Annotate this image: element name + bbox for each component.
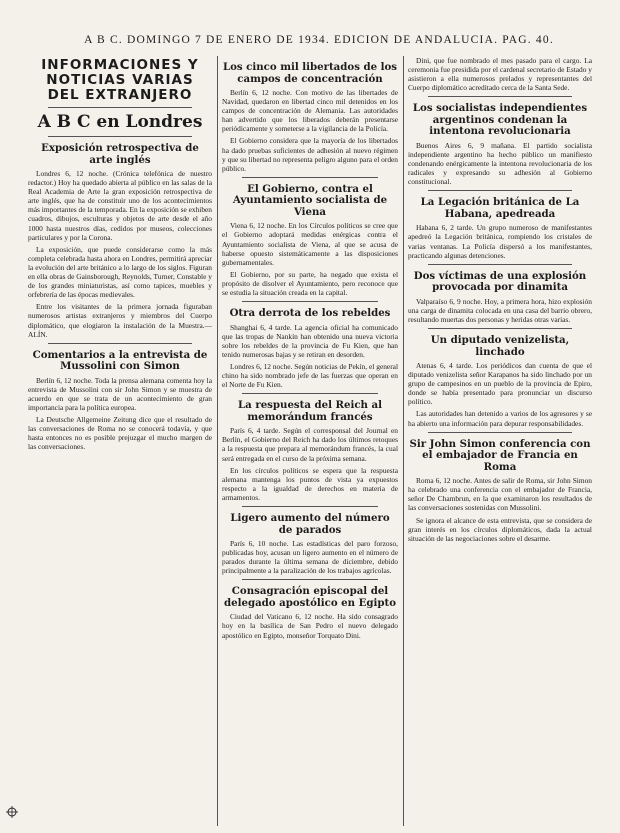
section-masthead: INFORMACIONES Y NOTICIAS VARIAS DEL EXTRANJERO: [41, 57, 199, 103]
column-rule: [403, 56, 404, 826]
article-paragraph: Ciudad del Vaticano 6, 12 noche. Ha sido consagrado hoy en la basílica de San Pedro el nuevo delegado apostólico en Egipto, monseñor Torquato Dini.: [222, 612, 398, 640]
article-paragraph: Habana 6, 2 tarde. Un grupo numeroso de manifestantes apedreó la Legación británica, rompiendo los cristales de varias ventanas. La Policía dispersó a los manifestantes, practicando algunas detenciones.: [408, 223, 592, 260]
divider: [242, 301, 378, 302]
divider: [48, 107, 192, 108]
divider: [48, 136, 192, 137]
divider: [428, 96, 572, 97]
divider: [428, 264, 572, 265]
column-3: [408, 56, 592, 826]
article-title: Los cinco mil libertados de los campos de concentración: [222, 61, 398, 85]
article-title: Otra derrota de los rebeldes: [229, 307, 391, 320]
column-1: [28, 56, 212, 826]
article-paragraph: Londres 6, 12 noche. Según noticias de Pekín, el general chino ha sido nombrado jefe de las fuerzas que operan en el Norte de Fu Kien.: [222, 361, 398, 390]
article-paragraph: Dini, que fue nombrado el mes pasado para el cargo. La ceremonia fue presidida por el cardenal secretario de Estado y asistieron a ella numerosos prelados y representantes del Cuerpo diplomático acreditado cerca de la Santa Sede.: [408, 56, 592, 93]
article-paragraph: La exposición, que puede considerarse como la más completa celebrada hasta ahora en Londres, permitirá apreciar la evolución del arte británico a lo largo de los siglos. Figuran en ella obras de Gainsborough, Reynolds, Turner, Constable y de los grandes miniaturistas, así como tapices, muebles y orfebrería de las épocas medievales.: [28, 244, 212, 300]
divider: [242, 579, 378, 580]
article-paragraph: El Gobierno, por su parte, ha negado que exista el propósito de disolver el Ayuntamiento, pero reconoce que se estudia la situación creada en la capital.: [222, 269, 398, 297]
page-header: A B C. DOMINGO 7 DE ENERO DE 1934. EDICION DE ANDALUCIA. PAG. 40.: [84, 34, 554, 46]
article-paragraph: Berlín 6, 12 noche. Con motivo de las libertades de Navidad, quedaron en libertad cinco mil detenidos en los campos de concentración de Alemania. Las autoridades han advertido que los liberados deberán presentarse periódicamente y someterse a la vigilancia de la Policía.: [222, 88, 398, 134]
divider: [428, 190, 572, 191]
column-2: [222, 56, 398, 826]
article-paragraph: Shanghai 6, 4 tarde. La agencia oficial ha comunicado que las tropas de Nankín han obtenido una nueva victoria sobre los rebeldes de la provincia de Fu Kien, que han tenido numerosas bajas y se retiran en desorden.: [222, 322, 398, 359]
article-title: Exposición retrospectiva de arte inglés: [41, 142, 199, 166]
column-rule: [217, 56, 218, 826]
article-paragraph: En los círculos políticos se espera que la respuesta alemana mantenga los puntos de vista ya expuestos respecto a la igualdad de derechos en materia de armamentos.: [222, 465, 398, 502]
article-paragraph: El Gobierno considera que la mayoría de los libertados ha dado pruebas suficientes de adhesión al nuevo régimen y que su libertad no representa peligro alguno para el orden público.: [222, 136, 398, 173]
article-paragraph: Londres 6, 12 noche. (Crónica telefónica de nuestro redactor.) Hoy ha quedado abierta al público en las salas de la Real Academia de Arte la gran exposición retrospectiva de arte inglés, que ha de constituir uno de los acontecimientos más importantes de la temporada. En la exposición se exhiben cuadros, dibujos, esculturas y objetos de arte desde el año 1000 hasta nuestros días, cedidos por museos, colecciones particulares y por la Corona.: [28, 169, 212, 242]
article-title: La Legación británica de La Habana, apedreada: [420, 196, 580, 220]
divider: [48, 343, 192, 344]
divider: [428, 432, 572, 433]
article-paragraph: París 6, 4 tarde. Según el corresponsal del Journal en Berlín, el Gobierno del Reich ha dado los últimos retoques a la respuesta que prepara al memorándum francés, la cual será entregada en el curso de la próxima semana.: [222, 426, 398, 463]
article-title: Ligero aumento del número de parados: [230, 512, 390, 536]
article-paragraph: Buenos Aires 6, 9 mañana. El partido socialista independiente argentino ha hecho público un manifiesto condenando enérgicamente la intentona revolucionaria de los radicales y expresando su adhesión al Gobierno constitucional.: [408, 140, 592, 187]
article-paragraph: Atenas 6, 4 tarde. Los periódicos dan cuenta de que el diputado venizelista señor Karapanos ha sido linchado por un grupo de campesinos en un pueblo de la provincia de Epiro, donde se había presentado para pronunciar un discurso político.: [408, 361, 592, 407]
article-paragraph: Entre los visitantes de la primera jornada figuraban numerosos artistas extranjeros y miembros del Cuerpo diplomático, que elogiaron la instalación de la Muestra.—ALÍN.: [28, 302, 212, 339]
article-paragraph: La Deutsche Allgemeine Zeitung dice que el resultado de las conversaciones de Roma no se conocerá todavía, y que hasta entonces no es posible prejuzgar el mucho margen de las conversaciones.: [28, 415, 212, 452]
divider: [242, 393, 378, 394]
section-kicker: A B C en Londres: [37, 112, 203, 132]
article-title: Los socialistas independientes argentinos condenan la intentona revolucionaria: [412, 102, 588, 138]
article-title: Consagración episcopal del delegado apostólico en Egipto: [223, 585, 396, 609]
article-paragraph: Roma 6, 12 noche. Antes de salir de Roma, sir John Simon ha celebrado una conferencia con el embajador de Francia, señor De Chambrun, en la que examinaron los resultados de las conversaciones sostenidas con Mussolini.: [408, 476, 592, 513]
divider: [242, 506, 378, 507]
article-title: Comentarios a la entrevista de Mussolini con Simon: [32, 348, 208, 373]
divider: [428, 328, 572, 329]
article-title: Dos víctimas de una explosión provocada por dinamita: [413, 269, 587, 294]
article-title: El Gobierno, contra el Ayuntamiento socialista de Viena: [232, 182, 388, 218]
article-paragraph: Viena 6, 12 noche. En los Círculos políticos se cree que el Gobierno adoptará medidas enérgicas contra el Ayuntamiento socialista de Viena, al que se acusa de haberse opuesto sistemáticamente a las disposiciones gubernamentales.: [222, 221, 398, 267]
article-paragraph: París 6, 10 noche. Las estadísticas del paro forzoso, publicadas hoy, acusan un ligero aumento en el número de parados durante la última semana de diciembre, debido principalmente a la paralización de los trabajos agrícolas.: [222, 539, 398, 576]
article-paragraph: Berlín 6, 12 noche. Toda la prensa alemana comenta hoy la entrevista de Mussolini con sir John Simon y se muestra de acuerdo en que se trata de un acontecimiento de gran importancia para la política europea.: [28, 375, 212, 412]
article-title: Sir John Simon conferencia con el embajador de Francia en Roma: [409, 437, 591, 473]
registration-mark-icon: [6, 806, 18, 818]
article-paragraph: Se ignora el alcance de esta entrevista, que se considera de gran interés en los círculos diplomáticos, dada la actual situación de las negociaciones sobre el desarme.: [408, 515, 592, 543]
article-title: La respuesta del Reich al memorándum francés: [238, 399, 382, 423]
divider: [242, 177, 378, 178]
article-paragraph: Valparaíso 6, 9 noche. Hoy, a primera hora, hizo explosión una carga de dinamita colocada en una casa del barrio obrero, resultando muertas dos personas y heridas otras varias.: [408, 296, 592, 324]
article-title: Un diputado venizelista, linchado: [430, 334, 570, 358]
article-paragraph: Las autoridades han detenido a varios de los agresores y se ha abierto una información para depurar responsabilidades.: [408, 409, 592, 428]
